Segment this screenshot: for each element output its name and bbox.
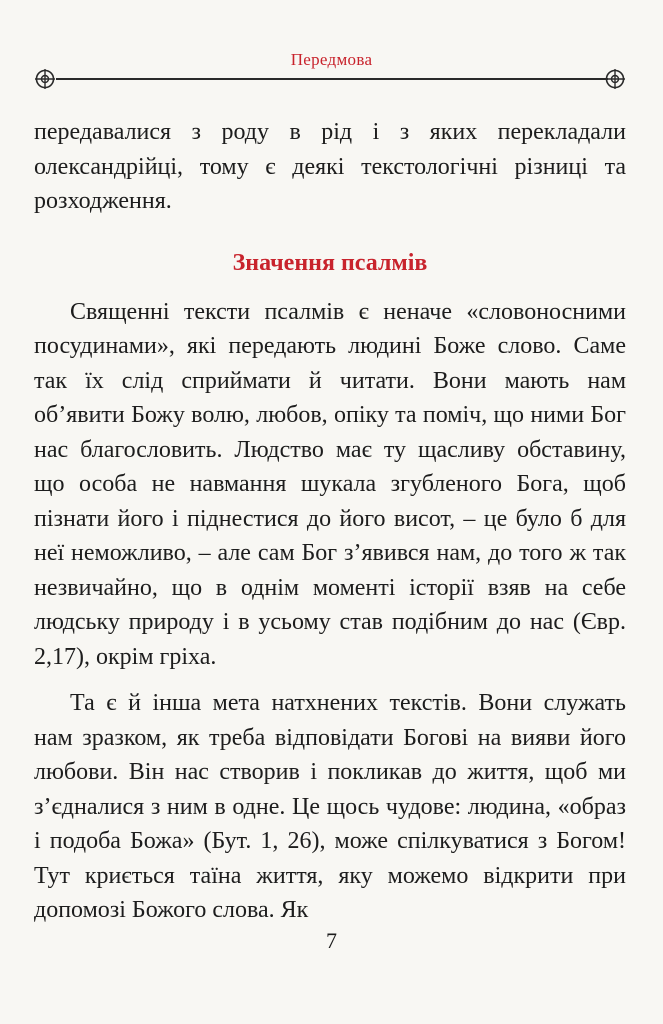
running-header: Передмова [290, 50, 373, 69]
paragraph-continuation: передавалися з роду в рід і з яких перекладали олександрійці, тому є деякі текстологічні різниці та розходження. [34, 119, 626, 214]
paragraph-meaning-of-psalms: Священні тексти псалмів є неначе «словоносними посудинами», які передають людині Боже слово. Саме так їх слід сприймати й читати. Вони мають нам об’явити Божу волю, любов, опіку та поміч, що ними Бог нас благословить. Людство має ту щасливу обставину, що особа не навмання шукала згубленого Бога, щоб пізнати його і піднестися до його висот, – це було б для неї неможливо, – але сам Бог з’явився нам, до того ж так незвичайно, що в однім моменті історії взяв на себе людську природу і в усьому став подібним до нас (Євр. 2,17), окрім гріха. [34, 298, 626, 670]
paragraph-gap [34, 674, 626, 686]
header-rule [56, 78, 608, 80]
ornament-icon [604, 68, 626, 90]
page-body [34, 115, 626, 928]
section-title: Значення псалмів [232, 249, 428, 276]
ornament-icon [34, 68, 56, 90]
paragraph-purpose-of-texts: Та є й інша мета натхнених текстів. Вони служать нам зразком, як треба відповідати Богові на вияви його любови. Він нас створив і покликав до життя, щоб ми з’єдналися з ним в одне. Це щось чудове: людина, «образ і подоба Божа» (Бут. 1, 26), може спілкуватися з Богом! Тут криється таїна життя, яку можемо відкрити при допомозі Божого слова. Як [34, 690, 626, 923]
page-number: 7 [326, 928, 337, 953]
